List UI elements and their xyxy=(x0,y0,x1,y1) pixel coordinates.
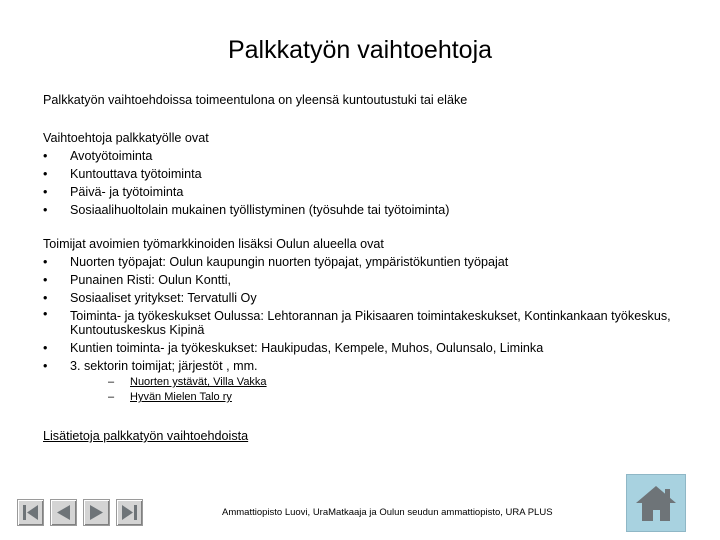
last-slide-icon xyxy=(120,504,139,521)
list-item: • Päivä- ja työtoiminta xyxy=(43,185,184,199)
home-icon xyxy=(634,483,678,523)
more-info-link[interactable]: Lisätietoja palkkatyön vaihtoehdoista xyxy=(43,429,249,443)
bullet-icon: • xyxy=(43,273,48,287)
next-slide-button[interactable] xyxy=(83,499,110,526)
list-item: • Toiminta- ja työkeskukset Oulussa: Lehtorannan ja Pikisaaren toimintakeskukset, Kontinkankaan työkeskus, Kuntoutuskeskus Kipinä xyxy=(43,307,671,337)
bullet-icon: • xyxy=(43,203,48,217)
list-item: • Sosiaalihuoltolain mukainen työllistyminen (työsuhde tai työtoiminta) xyxy=(43,203,450,217)
link-hyvan-mielen-talo[interactable]: Hyvän Mielen Talo ry xyxy=(130,391,232,403)
list-item: • Avotyötoiminta xyxy=(43,149,153,163)
sublist-item xyxy=(108,375,683,390)
last-slide-button[interactable] xyxy=(116,499,143,526)
slide-title: Palkkatyön vaihtoehtoja xyxy=(227,36,493,64)
previous-slide-icon xyxy=(54,504,73,521)
list-item: • Punainen Risti: Oulun Kontti, xyxy=(43,273,232,287)
alternatives-list xyxy=(43,147,683,219)
bullet-icon: • xyxy=(43,185,48,199)
bullet-icon: • xyxy=(43,341,48,355)
dash-icon: – xyxy=(108,391,115,403)
bullet-icon: • xyxy=(43,359,48,373)
slide-navigation xyxy=(17,499,143,526)
list-item: • Sosiaaliset yritykset: Tervatulli Oy xyxy=(43,291,257,305)
bullet-icon: • xyxy=(43,167,48,181)
first-slide-icon xyxy=(21,504,40,521)
first-slide-button[interactable] xyxy=(17,499,44,526)
next-slide-icon xyxy=(87,504,106,521)
list-item: • Kuntien toiminta- ja työkeskukset: Haukipudas, Kempele, Muhos, Oulunsalo, Liminka xyxy=(43,341,544,355)
section-heading-providers: Toimijat avoimien työmarkkinoiden lisäksi Oulun alueella ovat xyxy=(43,237,384,251)
providers-list xyxy=(43,253,683,405)
dash-icon: – xyxy=(108,376,115,388)
list-item: • Nuorten työpajat: Oulun kaupungin nuorten työpajat, ympäristökuntien työpajat xyxy=(43,255,509,269)
bullet-icon: • xyxy=(43,307,48,321)
previous-slide-button[interactable] xyxy=(50,499,77,526)
list-item: • Kuntouttava työtoiminta xyxy=(43,167,202,181)
sublist-item xyxy=(108,390,683,405)
bullet-icon: • xyxy=(43,149,48,163)
bullet-icon: • xyxy=(43,291,48,305)
bullet-icon: • xyxy=(43,255,48,269)
home-button[interactable] xyxy=(626,474,686,532)
footer-text: Ammattiopisto Luovi, UraMatkaaja ja Oulun seudun ammattiopisto, URA PLUS xyxy=(222,507,553,518)
list-item: • 3. sektorin toimijat; järjestöt , mm. – Nuorten ystävät, Villa Vakka – Hyvän Mielen Talo ry xyxy=(43,357,683,405)
link-villa-vakka[interactable]: Nuorten ystävät, Villa Vakka xyxy=(130,376,267,388)
sublist xyxy=(108,375,683,405)
intro-text: Palkkatyön vaihtoehdoissa toimeentulona on yleensä kuntoutustuki tai eläke xyxy=(43,93,468,107)
section-heading-alternatives: Vaihtoehtoja palkkatyölle ovat xyxy=(43,131,209,145)
slide-content xyxy=(43,92,683,445)
